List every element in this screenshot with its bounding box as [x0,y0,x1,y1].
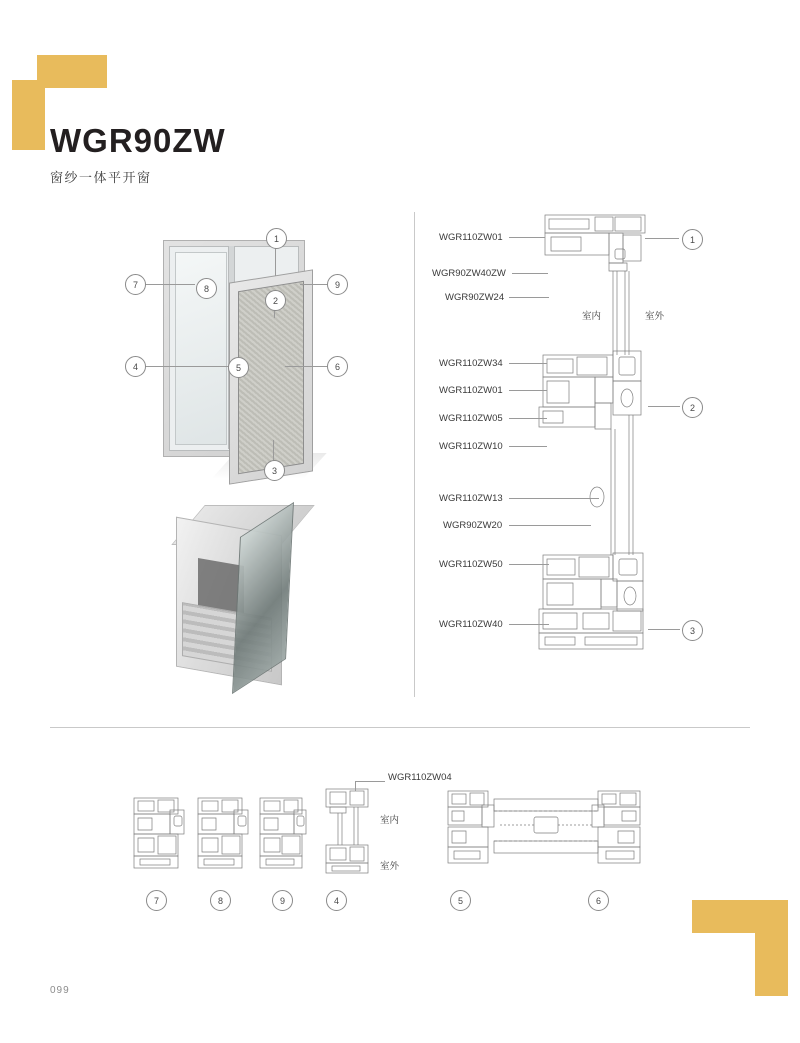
title-block [50,124,226,186]
callout-leader-right-3 [648,629,680,630]
part-label-4: WGR110ZW34 [439,358,503,369]
corner-decoration-bottom-right-vertical [755,900,788,996]
part-label-5: WGR110ZW01 [439,385,503,396]
bottom-profiles-789 [128,790,308,876]
horizontal-divider [50,727,750,728]
label-leader-110zw05 [509,418,547,419]
leader-line-7 [145,284,195,285]
bottom-label-leader-h [355,781,385,782]
orientation-label-outdoor-top: 室外 [645,311,665,322]
bottom-callout-bubble-5: 5 [450,890,471,911]
callout-bubble-right-2: 2 [682,397,703,418]
bottom-profiles-56 [440,785,655,877]
leader-line-9 [300,284,327,285]
callout-bubble-4: 4 [125,356,146,377]
leader-line-1 [275,246,276,276]
orientation-label-outdoor-bottom: 室外 [380,861,400,872]
callout-bubble-7: 7 [125,274,146,295]
page-subtitle: 窗纱一体平开窗 [50,171,152,186]
part-label-1: WGR110ZW01 [439,232,503,243]
callout-bubble-6: 6 [327,356,348,377]
part-label-6: WGR110ZW05 [439,413,503,424]
callout-leader-right-2 [648,406,680,407]
label-leader-90zw24 [509,297,549,298]
orientation-label-indoor-bottom: 室内 [380,815,400,826]
callout-bubble-8: 8 [196,278,217,299]
label-leader-110zw13 [509,498,599,499]
part-label-11: WGR110ZW40 [439,619,503,630]
orientation-label-indoor-top: 室内 [582,311,602,322]
label-leader-110zw50 [509,564,549,565]
leader-line-3 [273,440,274,462]
bottom-part-label: WGR110ZW04 [388,772,452,783]
label-leader-90zw20 [509,525,591,526]
callout-bubble-9: 9 [327,274,348,295]
bottom-callout-bubble-7: 7 [146,890,167,911]
bottom-callout-bubble-9: 9 [272,890,293,911]
label-leader-90zw40zw [512,273,548,274]
vertical-section-drawing [525,205,690,700]
label-leader-110zw34 [509,363,547,364]
bottom-profile-4 [320,783,380,879]
corner-mask-top-left [0,0,37,80]
callout-leader-right-1 [645,238,679,239]
bottom-callout-bubble-4: 4 [326,890,347,911]
label-leader-110zw01b [509,390,547,391]
part-label-8: WGR110ZW13 [439,493,503,504]
leader-line-6 [285,366,327,367]
part-label-10: WGR110ZW50 [439,559,503,570]
corner-section-photo [176,500,326,675]
callout-bubble-right-3: 3 [682,620,703,641]
callout-bubble-5: 5 [228,357,249,378]
vertical-divider [414,212,415,697]
label-leader-110zw10 [509,446,547,447]
callout-bubble-1: 1 [266,228,287,249]
callout-bubble-3: 3 [264,460,285,481]
label-leader-110zw40 [509,624,549,625]
page-number: 099 [50,985,70,996]
bottom-callout-bubble-8: 8 [210,890,231,911]
part-label-7: WGR110ZW10 [439,441,503,452]
label-leader-110zw01 [509,237,545,238]
leader-line-4 [145,366,230,367]
bottom-label-leader-v [355,781,356,791]
callout-bubble-2: 2 [265,290,286,311]
callout-bubble-right-1: 1 [682,229,703,250]
part-label-3: WGR90ZW24 [445,292,505,303]
page-title: WGR90ZW [50,122,226,159]
window-perspective-illustration [155,228,330,473]
part-label-9: WGR90ZW20 [443,520,503,531]
bottom-callout-bubble-6: 6 [588,890,609,911]
part-label-2: WGR90ZW40ZW [432,268,506,279]
